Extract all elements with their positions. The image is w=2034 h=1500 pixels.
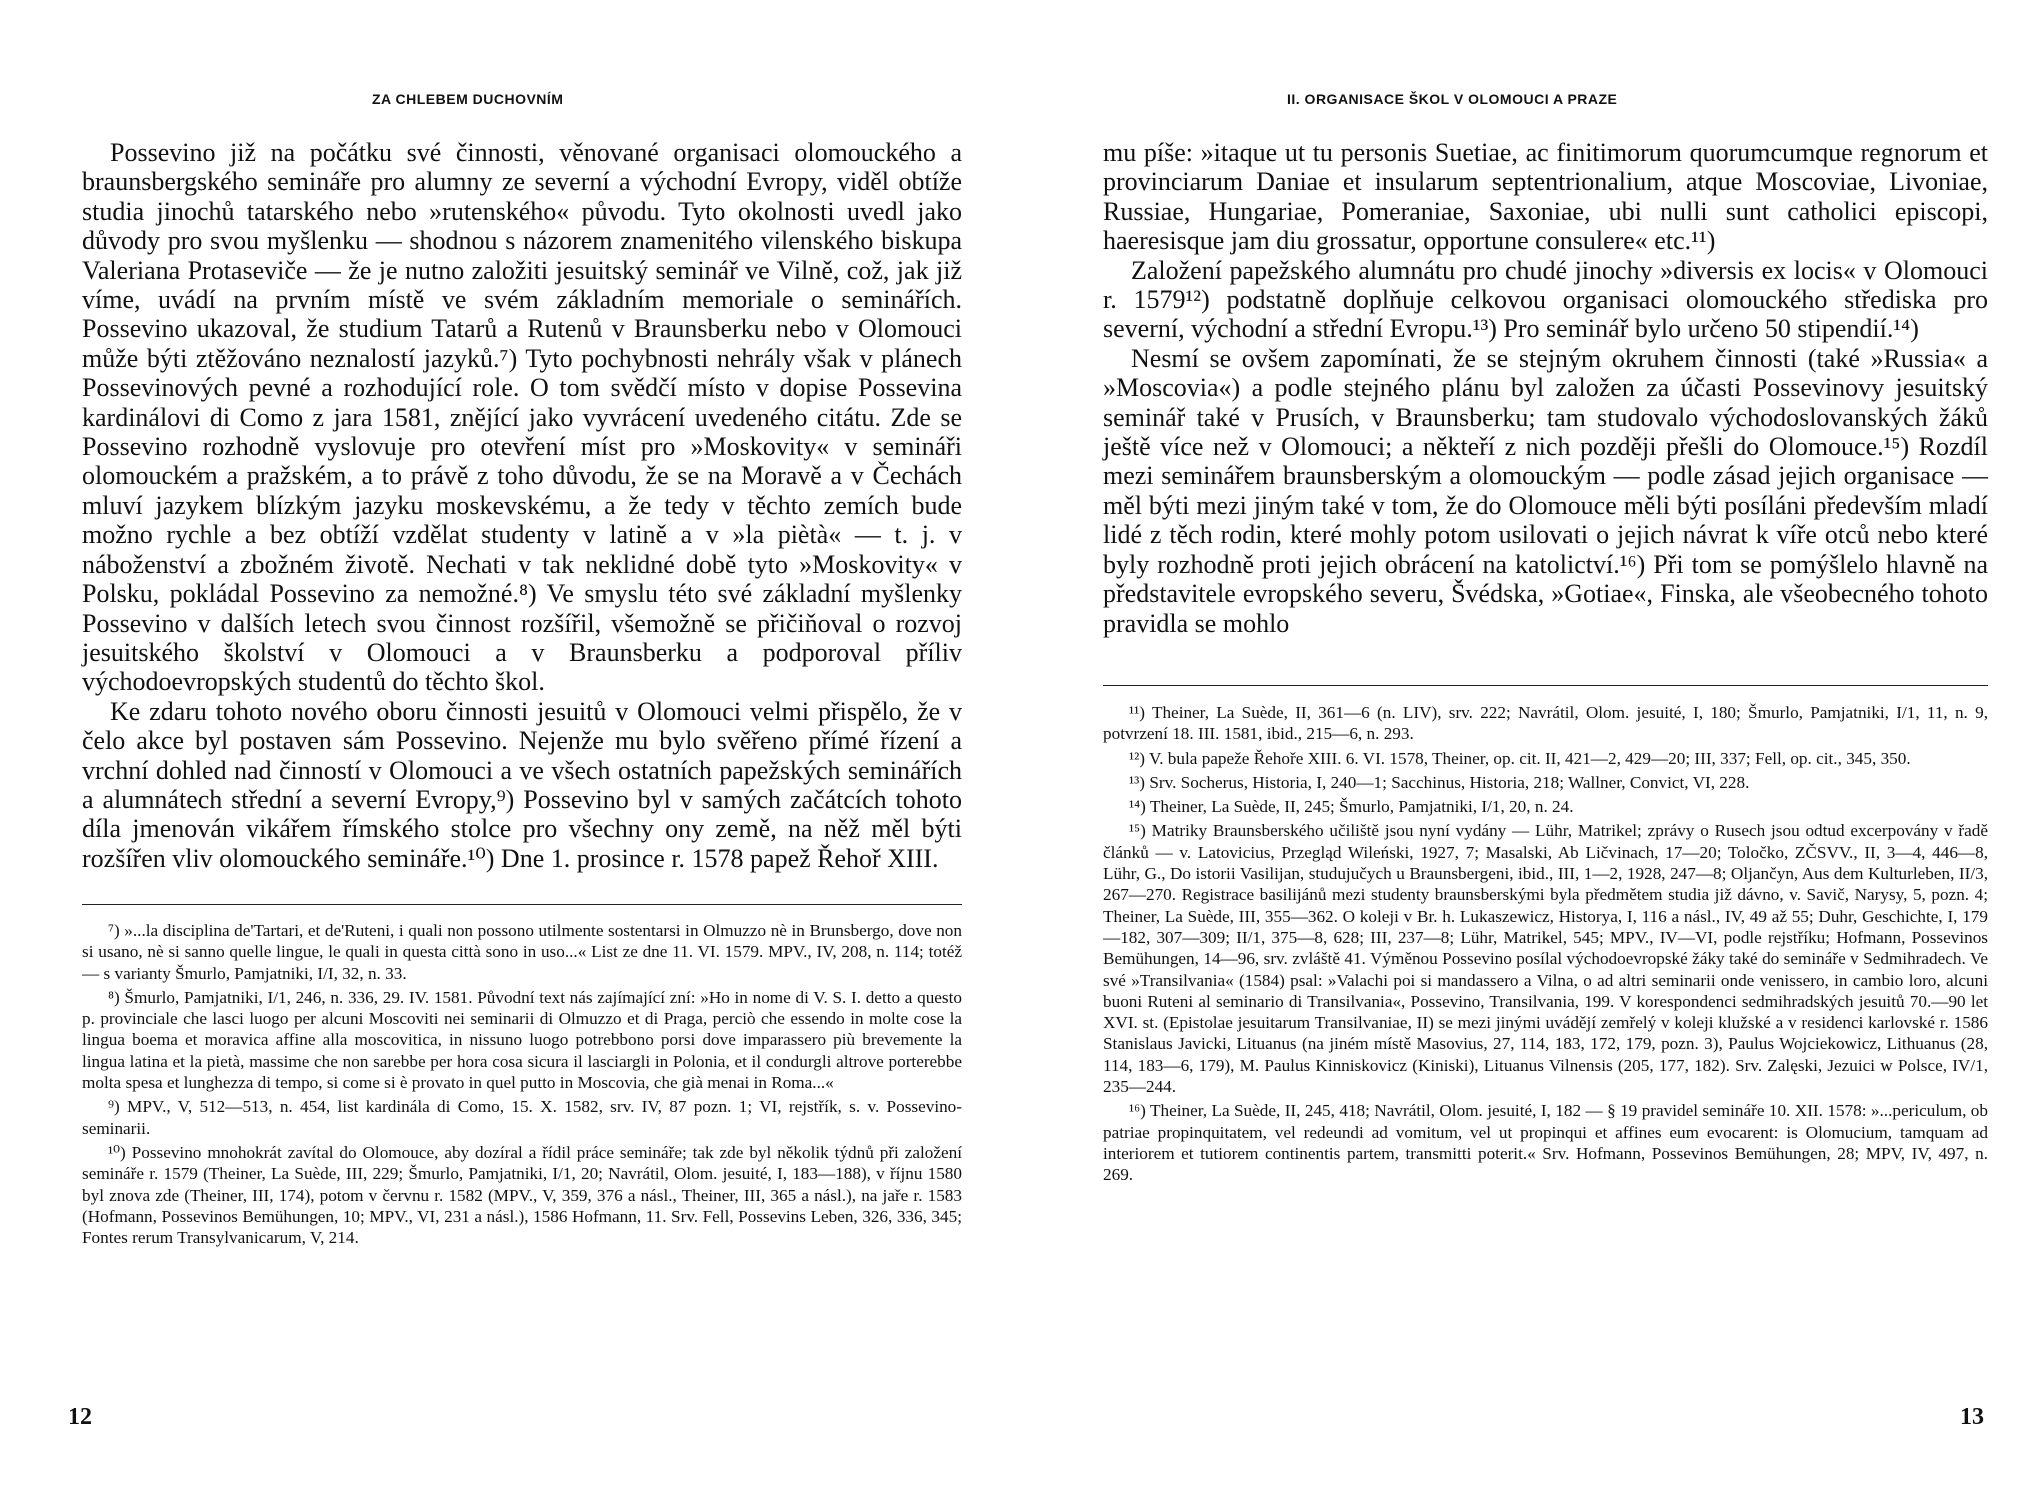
paragraph: Possevino již na počátku své činnosti, věnované organisaci olomouckého a braunsbergského semináře pro alumny ze severní a východní Evropy, viděl obtíže studia jinochů tatarského nebo »rutenského« původu. Tyto okolnosti uvedl jako důvody pro svou myšlenku — shodnou s názorem znamenitého vilenského biskupa Valeriana Protaseviče — že je nutno založiti jesuitský seminář ve Vilně, což, jak již víme, uvádí na prvním místě ve svém základním memoriale o seminářích. Possevino ukazoval, že studium Tatarů a Rutenů v Braunsberku nebo v Olomouci může býti ztěžováno neznalostí jazyků.⁷) Tyto pochybnosti nehrály však v plánech Possevinových pevné a rozhodující role. O tom svědčí místo v dopise Possevina kardinálovi di Como z jara 1581, znějící jako vyvrácení uvedeného citátu. Zde se Possevino rozhodně vyslovuje pro otevření míst pro »Moskovity« v semináři olomouckém a pražském, a to právě z toho důvodu, že se na Moravě a v Čechách mluví jazykem blízkým jazyku moskevskému, a že tedy v těchto zemích bude možno rychle a bez obtíží vzdělat studenty v latině a v »la piètà« — t. j. v náboženství a zbožném životě. Nechati v tak neklidné době tyto »Moskovity« v Polsku, pokládal Possevino za nemožné.⁸) Ve smyslu této své základní myšlenky Possevino v dalších letech svou činnost rozšířil, všemožně se přičiňoval o rozvoj jesuitského školství v Olomouci a v Braunsberku a podporoval příliv východoevropských studentů do těchto škol. bbox=[82, 138, 962, 697]
footnote-divider bbox=[82, 904, 962, 905]
footnote: ¹⁰) Possevino mnohokrát zavítal do Olomouce, aby dozíral a řídil práce semináře; tak zde byl několik týdnů při založení semináře r. 1579 (Theiner, La Suède, III, 229; Šmurlo, Pamjatniki, I/1, 20; Navrátil, Olom. jesuité, I, 183—188), v říjnu 1580 byl znova zde (Theiner, III, 174), potom v červnu r. 1582 (MPV., V, 359, 376 a násl., Theiner, III, 365 a násl.), na jaře r. 1583 (Hofmann, Possevinos Bemühungen, 10; MPV., VI, 231 a násl.), 1586 Hofmann, 11. Srv. Fell, Possevins Leben, 326, 336, 345; Fontes rerum Transylvanicarum, V, 214. bbox=[82, 1142, 962, 1248]
footnote-divider bbox=[1103, 685, 1988, 686]
page-number: 12 bbox=[68, 1404, 92, 1430]
paragraph: Založení papežského alumnátu pro chudé jinochy »diversis ex locis« v Olomouci r. 1579¹²) podstatně doplňuje celkovou organisaci olomouckého střediska pro severní, východní a střední Evropu.¹³) Pro seminář bylo určeno 50 stipendií.¹⁴) bbox=[1103, 255, 1988, 344]
page-number: 13 bbox=[1960, 1404, 1984, 1430]
running-head: II. ORGANISACE ŠKOL V OLOMOUCI A PRAZE bbox=[1287, 91, 1618, 107]
footnote: ¹⁴) Theiner, La Suède, II, 245; Šmurlo, Pamjatniki, I/1, 20, n. 24. bbox=[1129, 797, 1574, 817]
footnote: ⁹) MPV., V, 512—513, n. 454, list kardinála di Como, 15. X. 1582, srv. IV, 87 pozn. 1; VI, rejstřík, s. v. Possevino-seminarii. bbox=[82, 1097, 962, 1138]
footnote: ¹³) Srv. Socherus, Historia, I, 240—1; Sacchinus, Historia, 218; Wallner, Convict, VI, 228. bbox=[1129, 772, 1750, 792]
footnote: ¹⁵) Matriky Braunsberského učiliště jsou nyní vydány — Lühr, Matrikel; zprávy o Rusech jsou odtud excerpovány v řadě článků — v. Latovicius, Przegląd Wileński, 1927, 7; Masalski, Ab Ličvinach, 17—20; Toločko, ZČSVV., II, 3—4, 446—8, Lühr, G., Do istorii Vasilijan, studujučych u Braunsbergeni, ibid., III, 1—2, 1928, 247—8; Oljančyn, Aus dem Kulturleben, II/3, 267—270. Registrace basilijánů mezi studenty braunsberskými byla předmětem studia již dávno, v. Savič, Narysy, 5, pozn. 4; Theiner, La Suède, III, 355—362. O koleji v Br. h. Lukaszewicz, Historya, I, 116 a násl., IV, 49 až 55; Duhr, Geschichte, I, 179—182, 307—309; II/1, 375—8, 628; III, 237—8; Lühr, Matrikel, 545; MPV., IV—VI, podle rejstříku; Hofmann, Possevinos Bemühungen, 14—96, srv. zvláště 41. Výměnou Possevino posílal východoevropské žáky také do semináře v Sedmihradech. Ve své »Transilvania« (1584) psal: »Valachi poi si mandassero a Vilna, o ad altri seminarii onde venissero, in cambio loro, alcuni buoni Ruteni al seminario di Transilvania«, Possevino, Transilvania, 199. V korespondenci sedmihradských jesuitů 70.—90 let XVI. st. (Epistolae jesuitarum Transilvaniae, II) se mezi jinými uvádějí zemřelý v koleji klužské a v residenci karlovské r. 1586 Stanislaus Javicki, Lituanus (na jiném místě Masovius, 27, 114, 183, 172, 179, pozn. 3), Paulus Wojciekowicz, Lithuanus (28, 114, 183—6, 179), M. Paulus Kinniskovicz (Kiniski), Lituanus Vilnensis (205, 177, 182). Srv. Zalęski, Jezuici w Polsce, IV/1, 235—244. bbox=[1103, 821, 1988, 1097]
footnote: ⁷) »...la disciplina de'Tartari, et de'Ruteni, i quali non possono utilmente sostentarsi in Olmuzzo nè in Brunsbergo, dove non si usano, nè si sanno quelle lingue, le quali in questa città sono in uso...« List ze dne 11. VI. 1579. MPV., IV, 208, n. 114; totéž — s varianty Šmurlo, Pamjatniki, I/I, 32, n. 33. bbox=[82, 921, 962, 983]
paragraph: Ke zdaru tohoto nového oboru činnosti jesuitů v Olomouci velmi přispělo, že v čelo akce byl postaven sám Possevino. Nejenže mu bylo svěřeno přímé řízení a vrchní dohled nad činností v Olomouci a ve všech ostatních papežských seminářích a alumnátech střední a severní Evropy,⁹) Possevino byl v samých začátcích tohoto díla jmenován vikářem římského stolce pro všechny ony země, na něž měl býti rozšířen vliv olomouckého semináře.¹⁰) Dne 1. prosince r. 1578 papež Řehoř XIII. bbox=[82, 696, 962, 873]
footnote: ¹²) V. bula papeže Řehoře XIII. 6. VI. 1578, Theiner, op. cit. II, 421—2, 429—20; III, 337; Fell, op. cit., 345, 350. bbox=[1129, 748, 1911, 768]
footnote: ⁸) Šmurlo, Pamjatniki, I/1, 246, n. 336, 29. IV. 1581. Původní text nás zajímající zní: »Ho in nome di V. S. I. detto a questo p. provinciale che lasci luogo per alcuni Moscoviti nei seminarii di Olmuzzo et di Praga, perciò che essendo in molte cose la lingua boema et moravica affine alla moscovitica, in nissuno luogo potrebbono porsi dove imparassero più brevemente la lingua latina et la pietà, massime che non sarebbe per hora cosa sicura il lasciargli in Polonia, et il condurgli altrove porterebbe molta spesa et lunghezza di tempo, si come si è provato in quel putto in Moscovia, che già menai in Roma...« bbox=[82, 987, 962, 1093]
paragraph: Nesmí se ovšem zapomínati, že se stejným okruhem činnosti (také »Russia« a »Moscovia«) a podle stejného plánu byl založen za účasti Possevinovy jesuitský seminář také v Prusích, v Braunsberku; tam studovalo východoslovanských žáků ještě více než v Olomouci; a někteří z nich později přešli do Olomouce.¹⁵) Rozdíl mezi seminářem braunsberským a olomouckým — podle zásad jejich organisace — měl býti mezi jiným také v tom, že do Olomouce měli býti posíláni především mladí lidé z těch rodin, které mohly potom usilovati o jejich návrat k víře otců nebo které byly rozhodně proti jejich obrácení na katolictví.¹⁶) Při tom se pomýšlelo hlavně na představitele evropského severu, Švédska, »Gotiae«, Finska, ale všeobecného tohoto pravidla se mohlo bbox=[1103, 343, 1988, 638]
footnote: ¹¹) Theiner, La Suède, II, 361—6 (n. LIV), srv. 222; Navrátil, Olom. jesuité, I, 180; Šmurlo, Pamjatniki, I/1, 11, n. 9, potvrzení 18. III. 1581, ibid., 215—6, n. 293. bbox=[1103, 703, 1988, 744]
footnotes bbox=[1103, 702, 1988, 1189]
running-head: ZA CHLEBEM DUCHOVNÍM bbox=[372, 91, 564, 107]
footnotes bbox=[82, 920, 962, 1251]
body-text bbox=[1103, 138, 1988, 638]
right-page bbox=[1017, 0, 2034, 1500]
paragraph: mu píše: »itaque ut tu personis Suetiae, ac finitimorum quorumcumque regnorum et provinciarum Daniae et insularum septentrionalium, atque Moscoviae, Livoniae, Russiae, Hungariae, Pomeraniae, Saxoniae, ubi nulli sunt catholici episcopi, haeresisque jam diu grossatur, opportune consulere« etc.¹¹) bbox=[1103, 138, 1988, 256]
body-text bbox=[82, 138, 962, 873]
footnote: ¹⁶) Theiner, La Suède, II, 245, 418; Navrátil, Olom. jesuité, I, 182 — § 19 pravidel semináře 10. XII. 1578: »...periculum, ob patriae propinquitatem, vel redeundi ad vomitum, vel ut propinqui et affines eum evocarent: is Olomucium, tamquam ad interiorem et tutiorem continentis partem, transmitti poterit.« Srv. Hofmann, Possevinos Bemühungen, 28; MPV, IV, 497, n. 269. bbox=[1103, 1101, 1988, 1185]
